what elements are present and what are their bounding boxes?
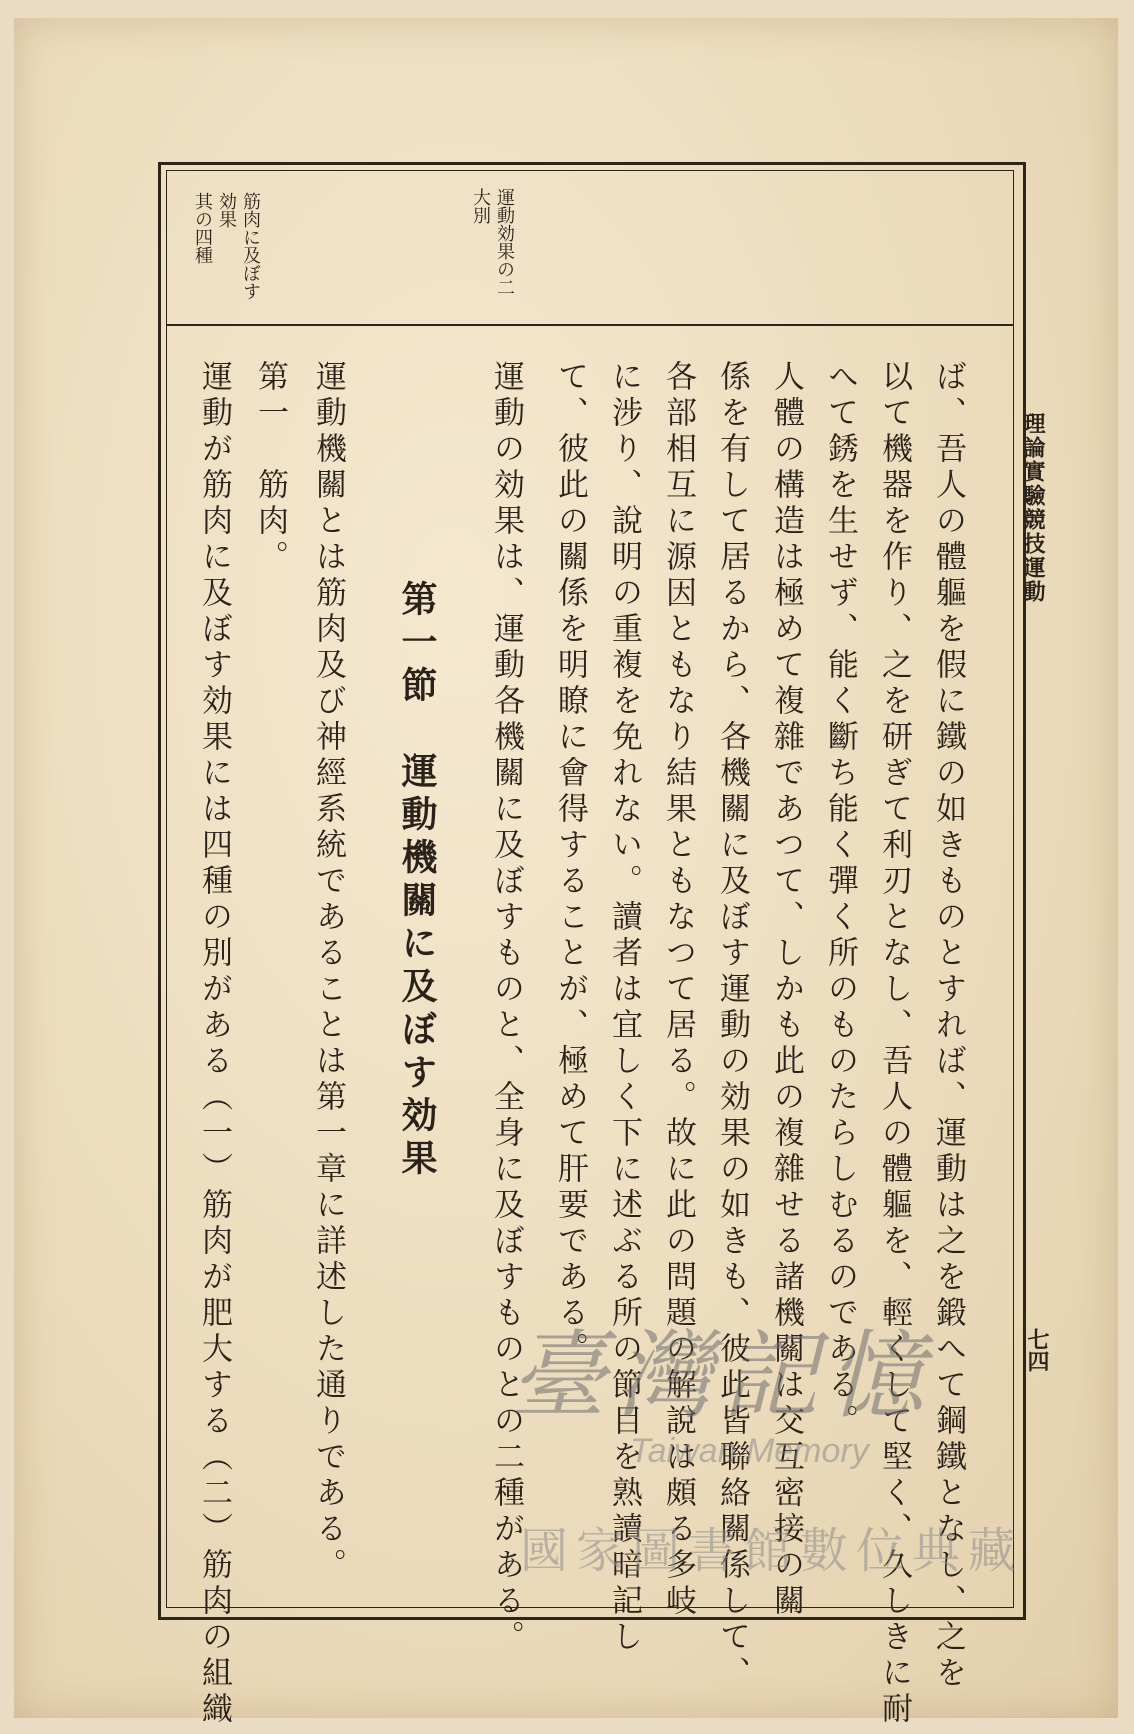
running-title: 理論實驗競技運動 [1020, 412, 1046, 604]
watermark-english: Taiwan Memory [630, 1432, 869, 1470]
text-column-6: 各部相互に源因ともなり結果ともなつて居る。故に此の問題の解說は頗る多岐 [660, 360, 696, 1620]
text-column-9: 運動の効果は、運動各機關に及ぼすものと、全身に及ぼすものとの二種がある。 [488, 360, 524, 1656]
text-column-11: 運動機關とは筋肉及び神經系統であることは第一章に詳述した通りである。 [310, 360, 346, 1584]
text-column-8: て、彼此の關係を明瞭に會得することが、極めて肝要である。 [552, 360, 588, 1368]
margin-note-divider [166, 324, 1014, 326]
page-number: 七四 [1024, 1328, 1050, 1372]
text-column-1: ば、吾人の體軀を假に鐵の如きものとすれば、運動は之を鍛へて鋼鐵となし、之を [930, 360, 966, 1692]
margin-note-muscle-effects: 筋肉に及ぼす 効果 其の四種 [192, 192, 261, 300]
watermark-institution: 國家圖書館數位典藏 [520, 1523, 1025, 1579]
text-column-13: 運動が筋肉に及ぼす効果には四種の別がある（一）筋肉が肥大する（二）筋肉の組織 [196, 360, 232, 1728]
watermark-logo-text: 臺灣記憶 [510, 1320, 934, 1432]
margin-note-two-kinds: 運動効果の二 大別 [470, 188, 515, 296]
text-column-4: 人體の構造は極めて複雜であつて、しかも此の複雜せる諸機關は交互密接の關 [768, 360, 804, 1620]
text-column-3: へて銹を生せず、能く斷ち能く彈く所のものたらしむるのである。 [822, 360, 858, 1440]
text-column-2: 以て機器を作り、之を研ぎて利刃となし、吾人の體軀を、輕くして堅く、久しきに耐 [876, 360, 912, 1728]
text-column-7: に涉り、說明の重複を免れない。讀者は宜しく下に述ぶる所の節目を熟讀暗記し [606, 360, 642, 1656]
text-column-5: 係を有して居るから、各機關に及ぼす運動の効果の如きも、彼此皆聯絡關係して、 [714, 360, 750, 1692]
text-column-12: 第一 筋肉。 [252, 360, 288, 576]
section-heading: 第一節 運動機關に及ぼす効果 [396, 580, 438, 1182]
